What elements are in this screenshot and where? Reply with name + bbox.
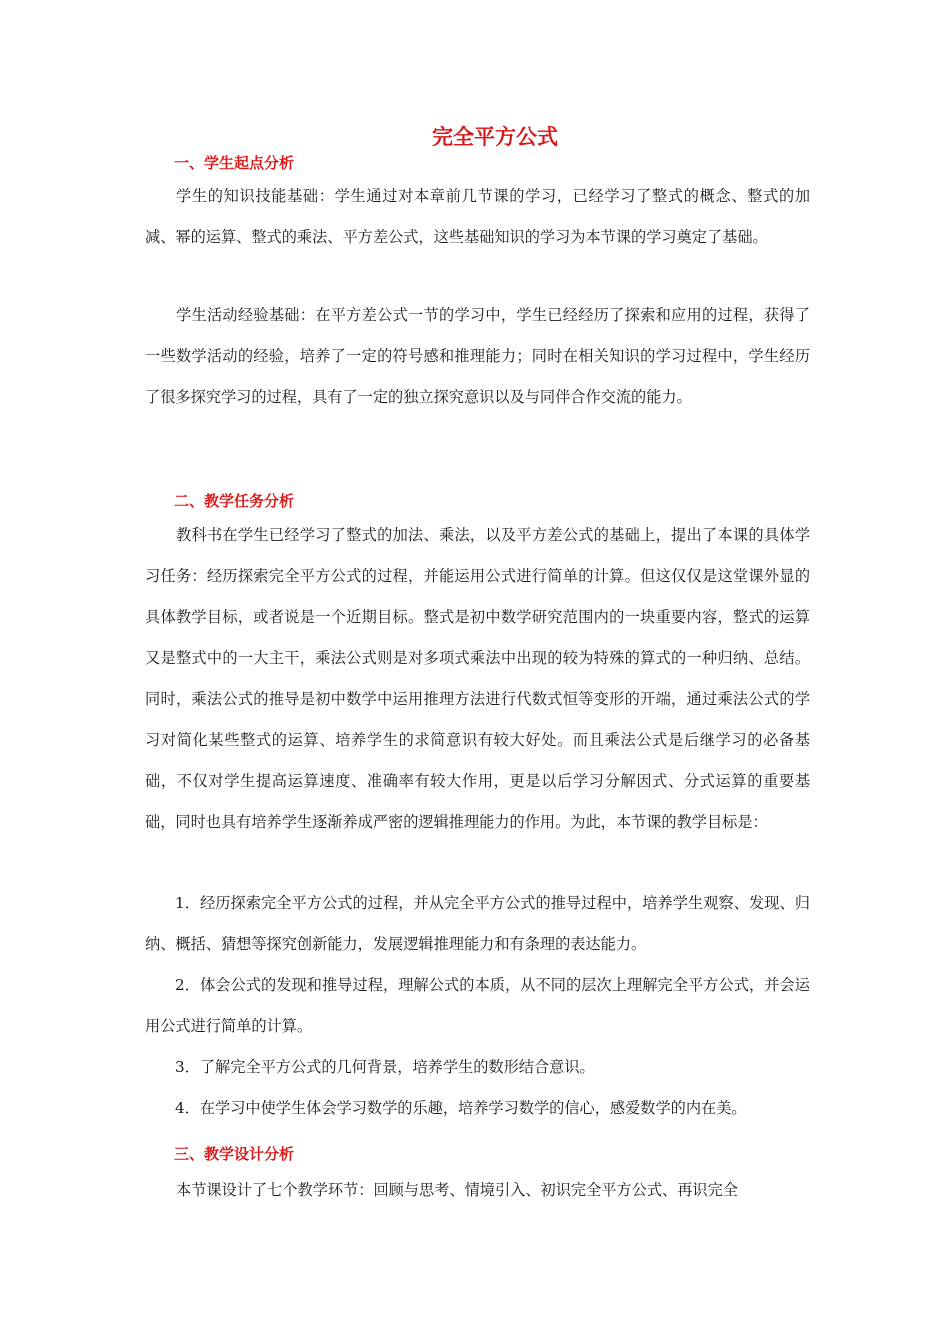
goal-item-3: 3．了解完全平方公式的几何背景，培养学生的数形结合意识。 [175,1058,595,1076]
goal-item-2: 2．体会公式的发现和推导过程，理解公式的本质，从不同的层次上理解完全平方公式，并会运用公式进行简单的计算。 [145,976,810,1035]
paragraph: 学生的知识技能基础：学生通过对本章前几节课的学习，已经学习了整式的概念、整式的加减、幂的运算、整式的乘法、平方差公式，这些基础知识的学习为本节课的学习奠定了基础。 [145,187,810,246]
paragraph: 本节课设计了七个教学环节：回顾与思考、情境引入、初识完全平方公式、再识完全 [176,1181,738,1199]
document-title: 完全平方公式 [432,125,558,149]
section-heading-1: 一、学生起点分析 [174,154,295,172]
goal-item-1: 1．经历探索完全平方公式的过程，并从完全平方公式的推导过程中，培养学生观察、发现、归纳、概括、猜想等探究创新能力，发展逻辑推理能力和有条理的表达能力。 [145,894,810,953]
paragraph: 教科书在学生已经学习了整式的加法、乘法，以及平方差公式的基础上，提出了本课的具体学习任务：经历探索完全平方公式的过程，并能运用公式进行简单的计算。但这仅仅是这堂课外显的具体教学目标，或者说是一个近期目标。整式是初中数学研究范围内的一块重要内容，整式的运算又是整式中的一大主干，乘法公式则是对多项式乘法中出现的较为特殊的算式的一种归纳、总结。同时，乘法公式的推导是初中数学中运用推理方法进行代数式恒等变形的开端，通过乘法公式的学习对简化某些整式的运算、培养学生的求简意识有较大好处。而且乘法公式是后继学习的必备基础，不仅对学生提高运算速度、准确率有较大作用，更是以后学习分解因式、分式运算的重要基础，同时也具有培养学生逐渐养成严密的逻辑推理能力的作用。为此，本节课的教学目标是： [145,526,810,831]
section-heading-3: 三、教学设计分析 [174,1145,295,1163]
goal-item-4: 4．在学习中使学生体会学习数学的乐趣，培养学习数学的信心，感爱数学的内在美。 [175,1099,747,1117]
section-heading-2: 二、教学任务分析 [174,492,295,510]
paragraph: 学生活动经验基础：在平方差公式一节的学习中，学生已经经历了探索和应用的过程，获得了一些数学活动的经验，培养了一定的符号感和推理能力；同时在相关知识的学习过程中，学生经历了很多探究学习的过程，具有了一定的独立探究意识以及与同伴合作交流的能力。 [145,306,810,406]
